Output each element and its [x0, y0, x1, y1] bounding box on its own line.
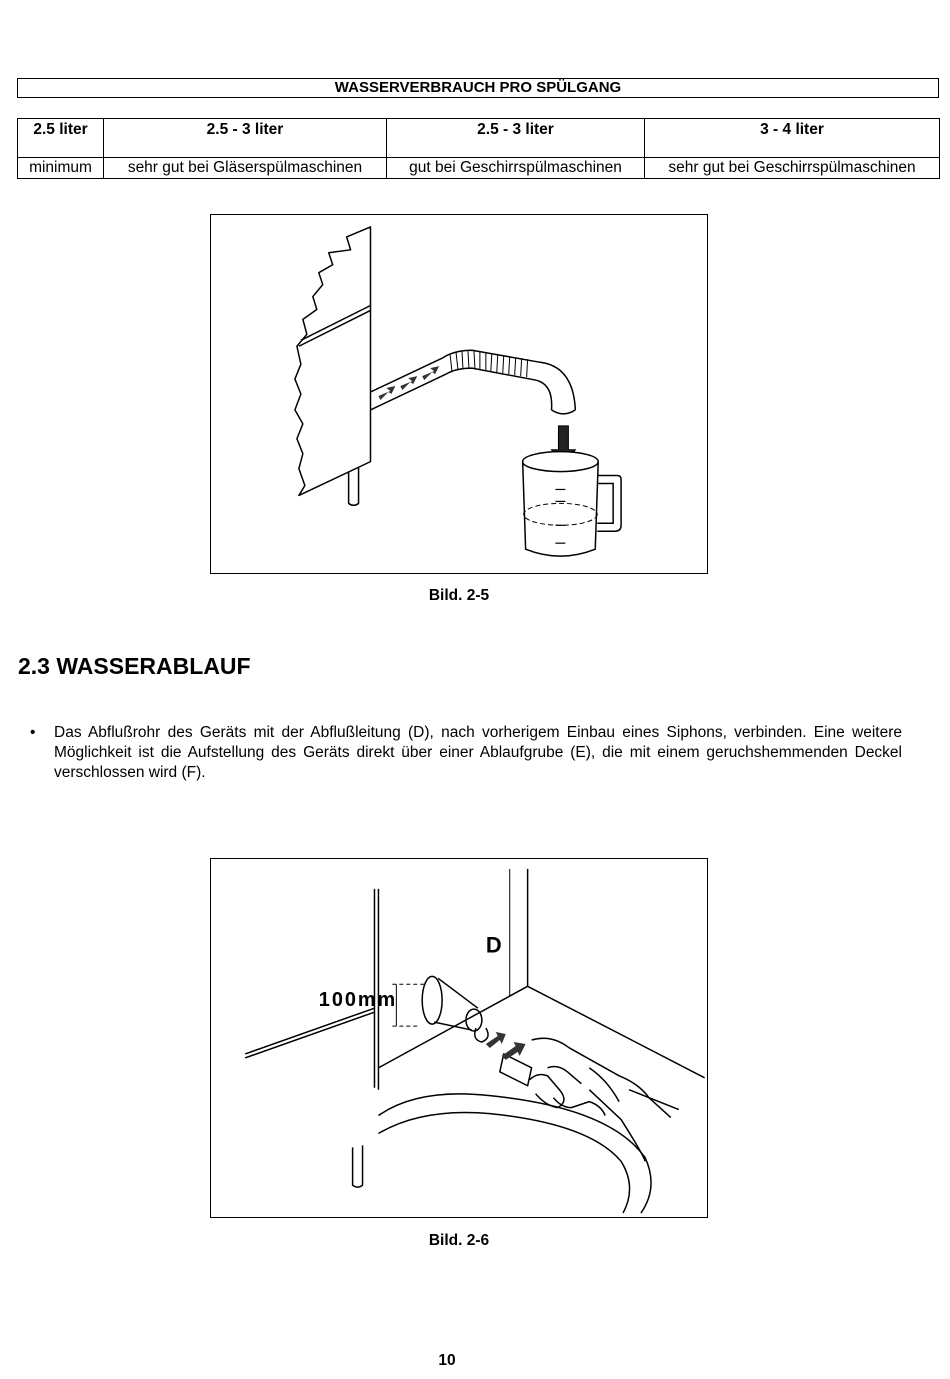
table-cell: 2.5 liter [18, 119, 104, 158]
bullet-icon: • [30, 724, 36, 741]
drain-connection-illustration [211, 859, 707, 1217]
section-heading: 2.3 WASSERABLAUF [18, 653, 251, 679]
page-number: 10 [438, 1352, 456, 1369]
water-table-title: WASSERVERBRAUCH PRO SPÜLGANG [17, 78, 939, 98]
figure-drain-connection [210, 858, 708, 1218]
water-consumption-table [17, 118, 940, 179]
table-cell: sehr gut bei Gläserspülmaschinen [104, 158, 387, 179]
water-measurement-illustration [211, 215, 707, 573]
pipe-label-d: D [485, 932, 502, 958]
figure-water-measurement [210, 214, 708, 574]
figure-caption: Bild. 2-6 [428, 1232, 490, 1249]
table-cell: 2.5 - 3 liter [104, 119, 387, 158]
table-row [18, 119, 940, 158]
section-paragraph: Das Abflußrohr des Geräts mit der Abflußleitung (D), nach vorherigem Einbau eines Siphons, verbinden. Eine weitere Möglichkeit ist die Aufstellung des Geräts direkt über einer Ablaufgrube (E), die mit einem geruchshemmenden Deckel verschlossen wird (F). [54, 724, 902, 781]
table-cell: sehr gut bei Geschirrspülmaschinen [645, 158, 940, 179]
table-cell: gut bei Geschirrspülmaschinen [387, 158, 645, 179]
figure-caption: Bild. 2-5 [428, 587, 490, 604]
table-row [18, 158, 940, 179]
table-cell: 2.5 - 3 liter [387, 119, 645, 158]
table-cell: 3 - 4 liter [645, 119, 940, 158]
distance-label: 100mm [318, 989, 398, 1012]
table-cell: minimum [18, 158, 104, 179]
